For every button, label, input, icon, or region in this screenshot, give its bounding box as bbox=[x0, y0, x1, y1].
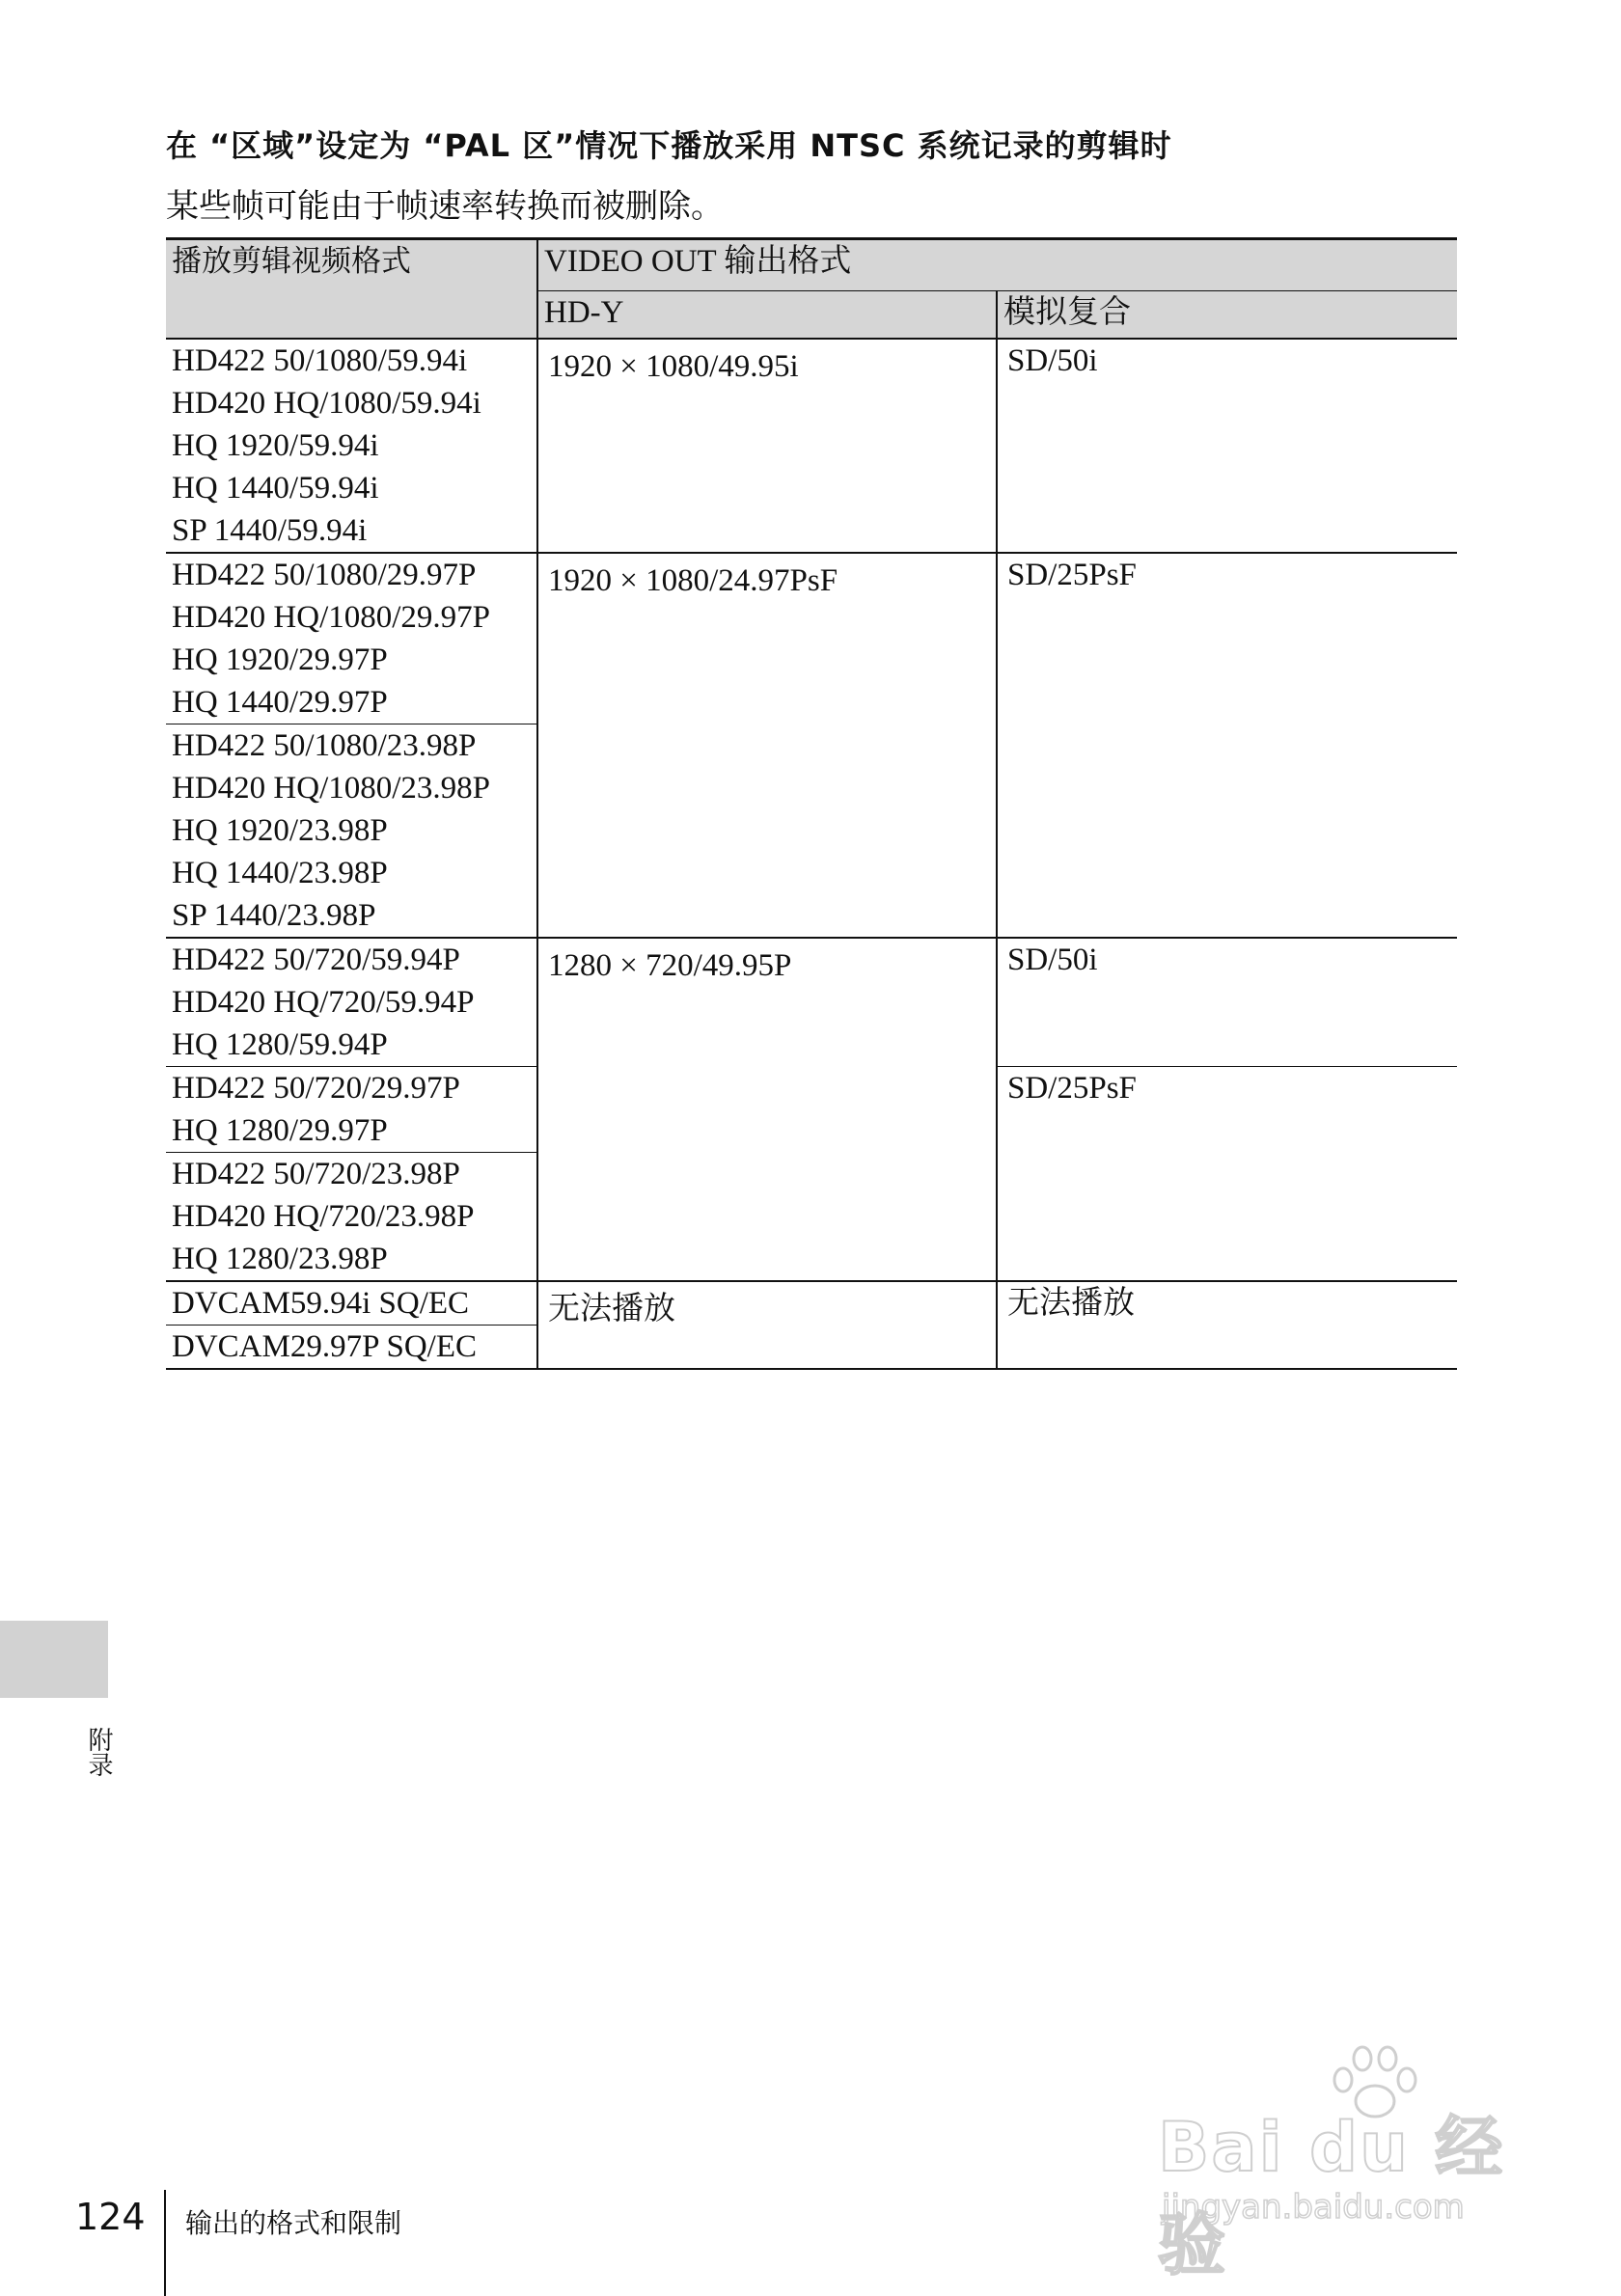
source-format-cell bbox=[166, 339, 537, 553]
table-row bbox=[166, 339, 1457, 553]
source-format: HQ 1920/23.98P bbox=[172, 813, 388, 848]
source-format: HD422 50/720/59.94P bbox=[172, 943, 460, 977]
section-heading: 在 “区域”设定为 “PAL 区”情况下播放采用 NTSC 系统记录的剪辑时 bbox=[166, 127, 1172, 164]
source-format: HD420 HQ/1080/59.94i bbox=[172, 386, 481, 421]
source-format: HD422 50/1080/23.98P bbox=[172, 728, 477, 763]
table-row bbox=[166, 1281, 1457, 1326]
table-row bbox=[166, 553, 1457, 724]
source-format: HQ 1440/23.98P bbox=[172, 856, 388, 890]
source-format-cell bbox=[166, 1326, 537, 1370]
source-format-cell bbox=[166, 724, 537, 939]
header-hd-y: HD-Y bbox=[537, 291, 997, 340]
format-table bbox=[166, 237, 1457, 1370]
analog-output: 无法播放 bbox=[997, 1281, 1457, 1369]
header-playback-format: 播放剪辑视频格式 bbox=[166, 239, 537, 340]
watermark bbox=[1139, 2074, 1544, 2284]
side-tab bbox=[0, 1621, 108, 1698]
side-tab-label: 附录 bbox=[84, 1727, 113, 1777]
source-format: HQ 1440/29.97P bbox=[172, 685, 388, 720]
source-format: HD420 HQ/1080/23.98P bbox=[172, 771, 491, 806]
source-format-cell bbox=[166, 553, 537, 724]
footer-divider bbox=[164, 2190, 166, 2296]
analog-output: SD/50i bbox=[997, 339, 1457, 553]
hd-y-output: 无法播放 bbox=[537, 1281, 997, 1369]
source-format: HD422 50/1080/59.94i bbox=[172, 343, 468, 378]
header-video-out: VIDEO OUT 输出格式 bbox=[537, 239, 1457, 291]
source-format: HQ 1280/23.98P bbox=[172, 1242, 388, 1276]
watermark-logo: Bai du 经验 bbox=[1158, 2108, 1505, 2284]
header-analog-composite: 模拟复合 bbox=[997, 291, 1457, 340]
source-format-cell bbox=[166, 1281, 537, 1326]
source-format: HD422 50/1080/29.97P bbox=[172, 558, 477, 592]
source-format: SP 1440/23.98P bbox=[172, 898, 376, 933]
source-format: HQ 1920/59.94i bbox=[172, 428, 379, 463]
source-format-cell bbox=[166, 1067, 537, 1153]
hd-y-output: 1920 × 1080/49.95i bbox=[537, 339, 997, 553]
source-format: HD422 50/720/23.98P bbox=[172, 1157, 460, 1191]
source-format: SP 1440/59.94i bbox=[172, 513, 368, 548]
table-row bbox=[166, 938, 1457, 1067]
source-format-cell bbox=[166, 1153, 537, 1282]
source-format: HQ 1280/59.94P bbox=[172, 1027, 388, 1062]
watermark-url: jingyan.baidu.com bbox=[1162, 2188, 1465, 2227]
source-format-cell bbox=[166, 938, 537, 1067]
analog-output: SD/25PsF bbox=[997, 1067, 1457, 1282]
source-format: HQ 1920/29.97P bbox=[172, 642, 388, 677]
hd-y-output: 1920 × 1080/24.97PsF bbox=[537, 553, 997, 938]
source-format: DVCAM59.94i SQ/EC bbox=[172, 1286, 470, 1321]
source-format: HQ 1280/29.97P bbox=[172, 1113, 388, 1148]
analog-output: SD/50i bbox=[997, 938, 1457, 1067]
page-number: 124 bbox=[75, 2196, 146, 2238]
analog-output: SD/25PsF bbox=[997, 553, 1457, 938]
source-format: HQ 1440/59.94i bbox=[172, 471, 379, 506]
hd-y-output: 1280 × 720/49.95P bbox=[537, 938, 997, 1281]
source-format: HD420 HQ/720/23.98P bbox=[172, 1199, 475, 1234]
footer-section-title: 输出的格式和限制 bbox=[185, 2207, 402, 2239]
source-format: HD422 50/720/29.97P bbox=[172, 1071, 460, 1106]
source-format: HD420 HQ/720/59.94P bbox=[172, 985, 475, 1020]
source-format: DVCAM29.97P SQ/EC bbox=[172, 1329, 477, 1364]
source-format: HD420 HQ/1080/29.97P bbox=[172, 600, 491, 635]
intro-text: 某些帧可能由于帧速率转换而被删除。 bbox=[166, 189, 724, 225]
